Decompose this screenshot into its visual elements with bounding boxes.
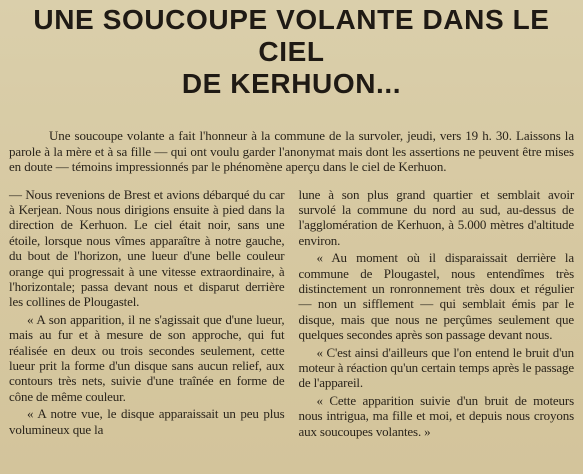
article-body [9,187,574,442]
intro-paragraph: Une soucoupe volante a fait l'honneur à la commune de la survoler, jeudi, vers 19 h. 30. Laissons la parole à la mère et à sa fille — qui ont voulu garder l'anonymat mais dont les assertions ne peuvent être mises en doute — témoins impressionnés par le phénomène aperçu dans le ciel de Kerhuon. [9,128,574,174]
right-paragraph-2: « Au moment où il disparaissait derrière la commune de Plougastel, nous entendîmes très distinctement un ronronnement très doux et régulier — non un sifflement — qui semblait émis par le disque, mais que nous ne perçûmes seulement que quelques secondes après son passage devant nous. [298,250,574,343]
headline [9,4,574,100]
headline-line-1: UNE SOUCOUPE VOLANTE DANS LE CIEL [33,4,550,67]
right-paragraph-1: lune à son plus grand quartier et semblait avoir survolé la commune du nord au sud, au-dessus de l'agglomération de Kerhuon, à 5.000 mètres d'altitude environ. [298,186,574,248]
left-paragraph-3: « A notre vue, le disque apparaissait un peu plus volumineux que la [9,406,285,437]
left-column [9,187,285,442]
right-column [299,187,575,442]
right-paragraph-4: « Cette apparition suivie d'un bruit de moteurs nous intrigua, ma fille et moi, et depuis nous croyons aux soucoupes volantes. » [298,392,574,439]
headline-line-2: DE KERHUON... [181,68,402,99]
right-paragraph-3: « C'est ainsi d'ailleurs que l'on entend le bruit d'un moteur à réaction qu'un certain temps après le passage de l'appareil. [298,344,574,391]
left-paragraph-1: — Nous revenions de Brest et avions débarqué du car à Kerjean. Nous nous dirigions ensuite à pied dans la direction de Kerhuon. Le ciel était noir, sans une étoile, lorsque nous vîmes apparaître à notre gauche, du bout de l'horizon, une lueur d'une belle couleur orange qui progressait à une vitesse extraordinaire, à l'horizontale; passa devant nous et disparut derrière les collines de Plougastel. [9,186,285,310]
left-paragraph-2: « A son apparition, il ne s'agissait que d'une lueur, mais au fur et à mesure de son approche, qui fut réalisée en deux ou trois secondes seulement, cette lueur prit la forme d'un disque sans aucun relief, aux contours très nets, suivie d'une traînée en forme de cône de même couleur. [9,311,285,404]
